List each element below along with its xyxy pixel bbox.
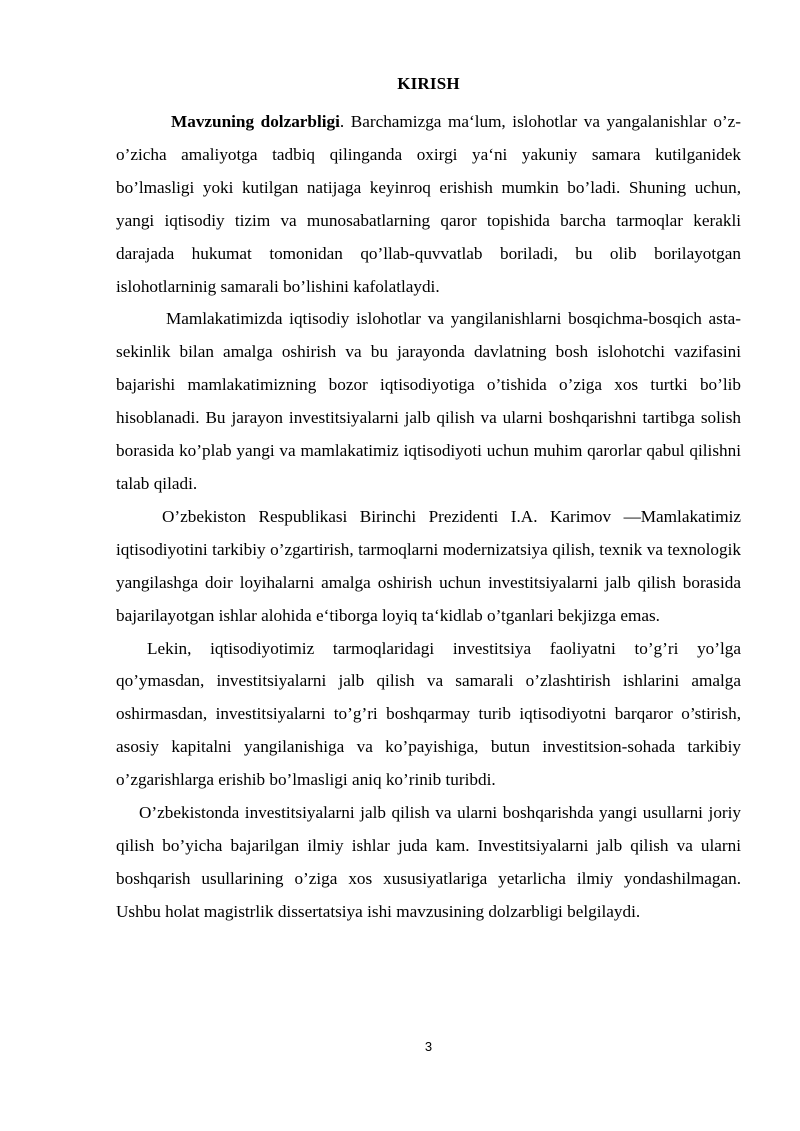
paragraph-investment-activity: Lekin, iqtisodiyotimiz tarmoqlaridagi investitsiya faoliyatni to’g’ri yo’lga qo’ymasdan, investitsiyalarni jalb qilish va samarali o’zlashtirish ishlarini amalga oshirmasdan, investitsiyalarni to’g’ri boshqarmay turib iqtisodiyotni barqaror o’stirish, asosiy kapitalni yangilanishiga va ko’payishiga, butun investitsion-sohada tarkibiy o’zgarishlarga erishib bo’lmasligi aniq ko’rinib turibdi. (116, 638, 741, 790)
paragraph-reforms: Mamlakatimizda iqtisodiy islohotlar va yangilanishlarni bosqichma-bosqich asta-sekinlik bilan amalga oshirish va bu jarayonda davlatning bosh islohotchi vazifasini bajarishi mamlakatimizning bozor iqtisodiyotiga o’tishida o’ziga xos turtki bo’lib hisoblanadi. Bu jarayon investitsiyalarni jalb qilish va ularni boshqarishni tartibga solish borasida ko’plab yangi va mamlakatimiz iqtisodiyoti uchun muhim qarorlar qabul qilishni talab qiladi. (116, 309, 741, 493)
section-title: KIRISH (397, 74, 460, 93)
paragraph-lead-heading: Mavzuning dolzarbligi (171, 112, 340, 131)
page-number: 3 (424, 1039, 433, 1054)
paragraph-relevance (116, 106, 741, 303)
paragraph-president: O’zbekiston Respublikasi Birinchi Prezidenti I.A. Karimov ―Mamlakatimiz iqtisodiyotini tarkibiy o’zgartirish, tarmoqlarni modernizatsiya qilish, texnik va texnologik yangilashga doir loyihalarni amalga oshirish uchun investitsiyalarni jalb qilish borasida bajarilayotgan ishlar alohida e‘tiborga loyiq ta‘kidlab o’tganlari bekjizga emas. (116, 506, 741, 625)
paragraph-text: . Barchamizga ma‘lum, islohotlar va yangalanishlar o’z-o’zicha amaliyotga tadbiq qilinganda oxirgi ya‘ni yakuniy samara kutilganidek bo’lmasligi yoki kutilgan natijaga keyinroq erishish mumkin bo’ladi. Shuning uchun, yangi iqtisodiy tizim va munosabatlarning qaror topishida barcha tarmoqlar kerakli darajada hukumat tomonidan qo’llab-quvvatlab boriladi, bu olib borilayotgan islohotlarninig samarali bo’lishini kafolatlaydi. (116, 112, 741, 296)
body-text (116, 106, 741, 929)
paragraph-research-gap: O’zbekistonda investitsiyalarni jalb qilish va ularni boshqarishda yangi usullarni joriy qilish bo’yicha bajarilgan ilmiy ishlar juda kam. Investitsiyalarni jalb qilish va ularni boshqarish usullarining o’ziga xos xususiyatlariga yetarlicha ilmiy yondashilmagan. Ushbu holat magistrlik dissertatsiya ishi mavzusining dolzarbligi belgilaydi. (116, 803, 741, 921)
